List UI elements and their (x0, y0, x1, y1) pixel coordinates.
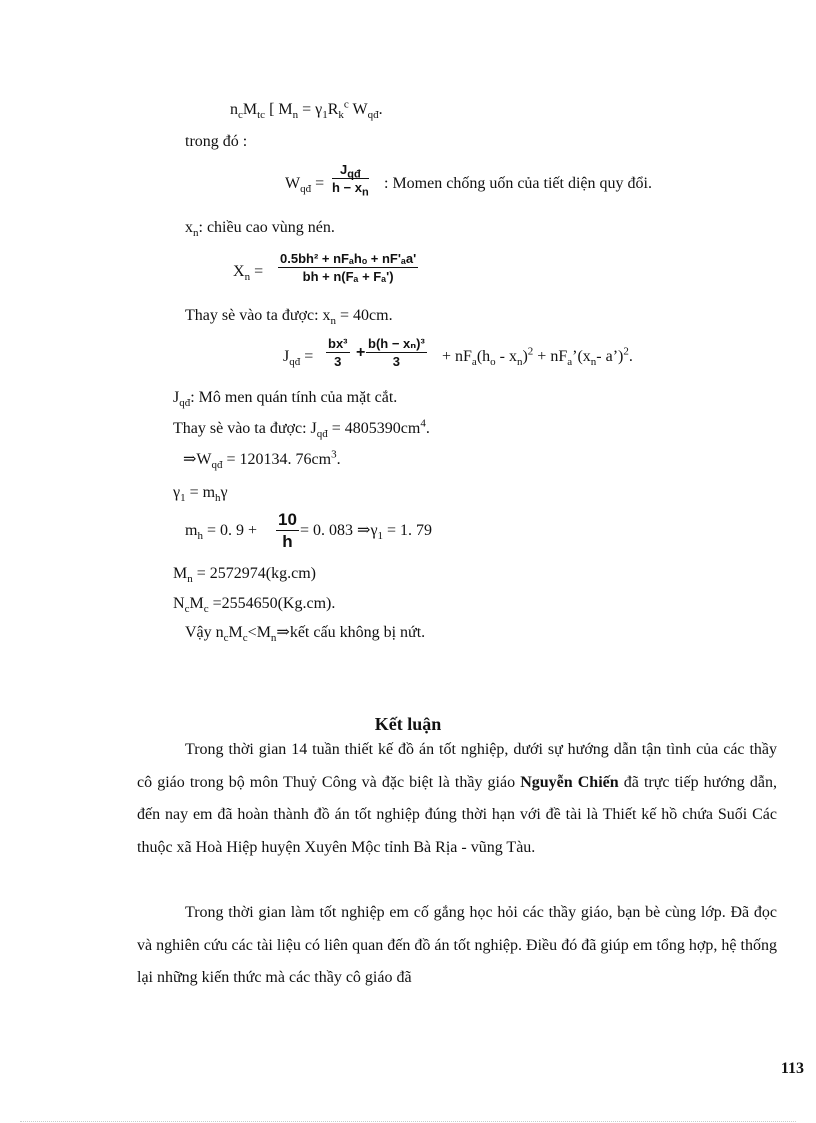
section-heading: Kết luận (374, 714, 442, 734)
formula-crack-condition: $n_cM_{tc}$ [ $M_n = \gamma_1R_k^c$ $W_{qđ}$. (230, 98, 383, 122)
result-j: Thay sè vào ta được: $J_{qđ} = 4805390cm^4$. (173, 417, 430, 441)
result-mn: $M_n = 2572974(kg.cm)$ (173, 565, 316, 586)
formula-j-rest: + $nF_a(h_o - x_n)^2$ + $nF_a’(x_n-$ a’)$^2$. (442, 345, 633, 369)
conclusion-no-crack: Vậy $n_cM_c<M_n\Rightarrow kết$ cấu không bị nứt. (185, 624, 426, 645)
formula-w-fraction: $J_{qđ}$ $h - x_n$ (332, 162, 369, 199)
formula-w-lhs: $W_{qđ}$ = (285, 175, 325, 196)
where-label: trong đó : (185, 133, 248, 150)
xn-definition: $x_n$: chiều cao vùng nén. (185, 219, 335, 240)
page-number: 113 (780, 1060, 804, 1077)
result-w: $\Rightarrow W_{qđ} = 120134$. $76cm^3$. (183, 448, 341, 472)
formula-j-fraction-1: $\frac{\text{bx³}}{3}$ (328, 336, 348, 369)
formula-x-fraction: 0.5bh² + nFₐhₒ + nF'ₐa' bh + n(Fₐ + Fₐ') (280, 251, 417, 284)
formula-mh: $m_h = 0$. 9 + (185, 522, 257, 543)
formula-j-fraction-2: $\frac{\text{b(h − xₙ)³}}{3}$ (368, 336, 425, 369)
footer-divider (20, 1121, 796, 1122)
formula-mh-fraction: $\frac{10}{h}$ (278, 510, 297, 551)
implies-arrow-icon: ⇒ (183, 451, 197, 468)
advisor-name: Nguyễn Chiến (520, 773, 619, 791)
result-ncmc: $N_cM_c =2554650(Kg.cm)$. (173, 595, 336, 616)
formula-x-lhs: $X_n$ = (233, 263, 264, 284)
j-definition: $J_{qđ}$: Mô men quán tính của mặt cắt. (173, 389, 398, 410)
conclusion-paragraph-1: Trong thời gian 14 tuần thiết kế đồ án tốt nghiệp, dưới sự hướng dẫn tận tình của các thầy cô giáo trong bộ môn Thuỷ Công và đặc biệt là thầy giáo Nguyễn Chiến đã trực tiếp hướng dẫn, đến nay em đã hoàn thành đồ án tốt nghiệp đúng thời hạn với đề tài là Thiết kế hồ chứa Suối Các thuộc xã Hoà Hiệp huyện Xuyên Mộc tỉnh Bà Rịa - vũng Tàu. (137, 741, 778, 856)
formula-w-description: : Momen chống uốn của tiết diện quy đổi. (384, 175, 652, 192)
implies-arrow-icon: ⇒ (357, 522, 371, 539)
formula-mh-result: = 0. 083 $\Rightarrow\gamma_1 = 1$. 79 (300, 522, 433, 543)
formula-j-lhs: $J_{qđ}$ = (283, 348, 314, 369)
formula-j-plus: + (356, 344, 366, 361)
conclusion-paragraph-2: Trong thời gian làm tốt nghiệp em cố gắng học hỏi các thầy giáo, bạn bè cùng lớp. Đã đọc và nghiên cứu các tài liệu có liên quan đến đồ án tốt nghiệp. Điều đó đã giúp em tổng hợp, hệ thống lại những kiến thức mà các thầy cô giáo đã (137, 904, 777, 986)
formula-gamma: $\gamma_1 = m_h\gamma$ (173, 484, 228, 505)
result-xn: Thay sè vào ta được: $x_n = 40cm$. (185, 307, 393, 328)
implies-arrow-icon: ⇒ (276, 624, 290, 641)
